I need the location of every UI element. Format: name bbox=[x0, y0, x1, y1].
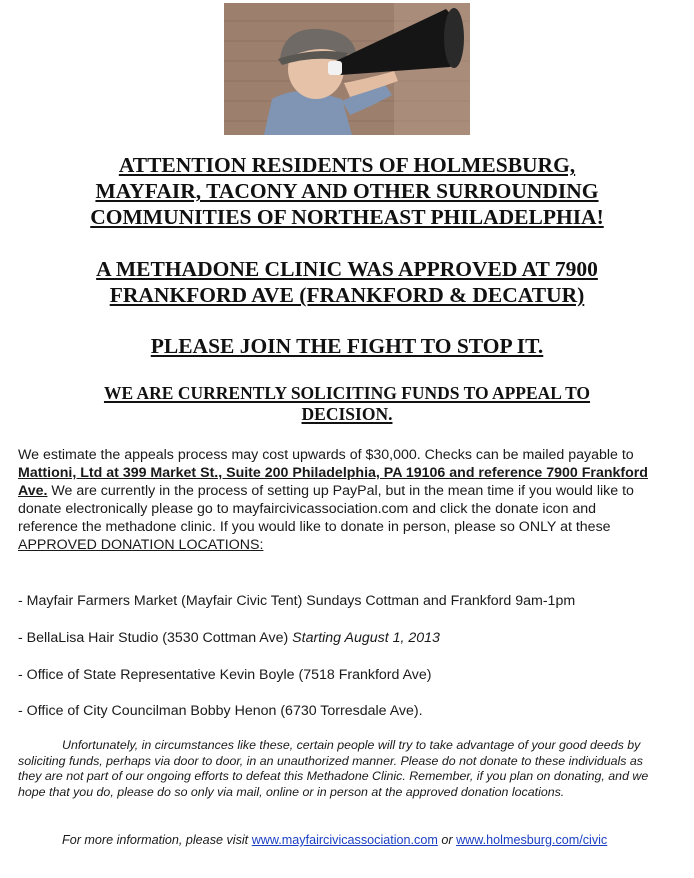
attention-line-3: COMMUNITIES OF NORTHEAST PHILADELPHIA! bbox=[90, 205, 604, 229]
location-text: - Mayfair Farmers Market (Mayfair Civic Tent) Sundays Cottman and Frankford 9am-1pm bbox=[18, 593, 576, 609]
more-info-prefix: For more information, please visit bbox=[62, 833, 252, 847]
location-text: - Office of City Councilman Bobby Henon (6730 Torresdale Ave). bbox=[18, 703, 423, 719]
clinic-line-1: A METHADONE CLINIC WAS APPROVED AT 7900 bbox=[96, 257, 598, 281]
more-info-line bbox=[62, 832, 607, 848]
funds-line-2: DECISION. bbox=[301, 404, 393, 424]
location-item bbox=[18, 666, 432, 684]
location-text: - BellaLisa Hair Studio (3530 Cottman Ave) bbox=[18, 630, 293, 646]
approved-locations-label: APPROVED DONATION LOCATIONS: bbox=[18, 537, 264, 553]
location-text: - Office of State Representative Kevin Boyle (7518 Frankford Ave) bbox=[18, 667, 432, 683]
more-info-separator: or bbox=[437, 833, 457, 847]
clinic-line-2: FRANKFORD AVE (FRANKFORD & DECATUR) bbox=[109, 283, 585, 307]
location-item bbox=[18, 629, 440, 647]
funds-line-1: WE ARE CURRENTLY SOLICITING FUNDS TO APPEAL TO bbox=[103, 383, 591, 403]
clinic-headline bbox=[0, 256, 694, 308]
paypal-text: We are currently in the process of setting up PayPal, but in the mean time if you would like to donate electronically please go to mayfaircivicassociation.com and click the donate icon and reference the methadone clinic. If you would like to donate in person, please so ONLY at these bbox=[18, 483, 634, 535]
attention-line-2: MAYFAIR, TACONY AND OTHER SURROUNDING bbox=[95, 179, 599, 203]
megaphone-child-photo bbox=[224, 3, 470, 135]
appeal-cost-text: We estimate the appeals process may cost upwards of $30,000. Checks can be mailed payable to bbox=[18, 447, 634, 463]
attention-line-1: ATTENTION RESIDENTS OF HOLMESBURG, bbox=[118, 153, 576, 177]
join-fight-headline: PLEASE JOIN THE FIGHT TO STOP IT. bbox=[150, 334, 544, 358]
mayfair-civic-link[interactable]: www.mayfaircivicassociation.com bbox=[251, 833, 438, 847]
holmesburg-civic-link[interactable]: www.holmesburg.com/civic bbox=[456, 833, 608, 847]
location-item bbox=[18, 592, 575, 610]
soliciting-funds-headline bbox=[0, 383, 694, 425]
disclaimer-paragraph: Unfortunately, in circumstances like these, certain people will try to take advantage of your good deeds by soliciting funds, perhaps via door to door, in an unauthorized manner. Please do not donate to these individuals as they are not part of our ongoing efforts to defeat this Methadone Clinic. Remember, if you plan on donating, and we hope that you do, please do so only via mail, online or in person at the approved donation locations. bbox=[18, 738, 649, 799]
mailing-address: Mattioni, Ltd at 399 Market St., Suite 200 Philadelphia, PA 19106 and reference 7900 Frankford Ave. bbox=[18, 465, 648, 499]
donation-paragraph bbox=[18, 446, 658, 554]
attention-headline bbox=[0, 152, 694, 230]
location-note: Starting August 1, 2013 bbox=[292, 630, 440, 646]
location-item bbox=[18, 702, 423, 720]
